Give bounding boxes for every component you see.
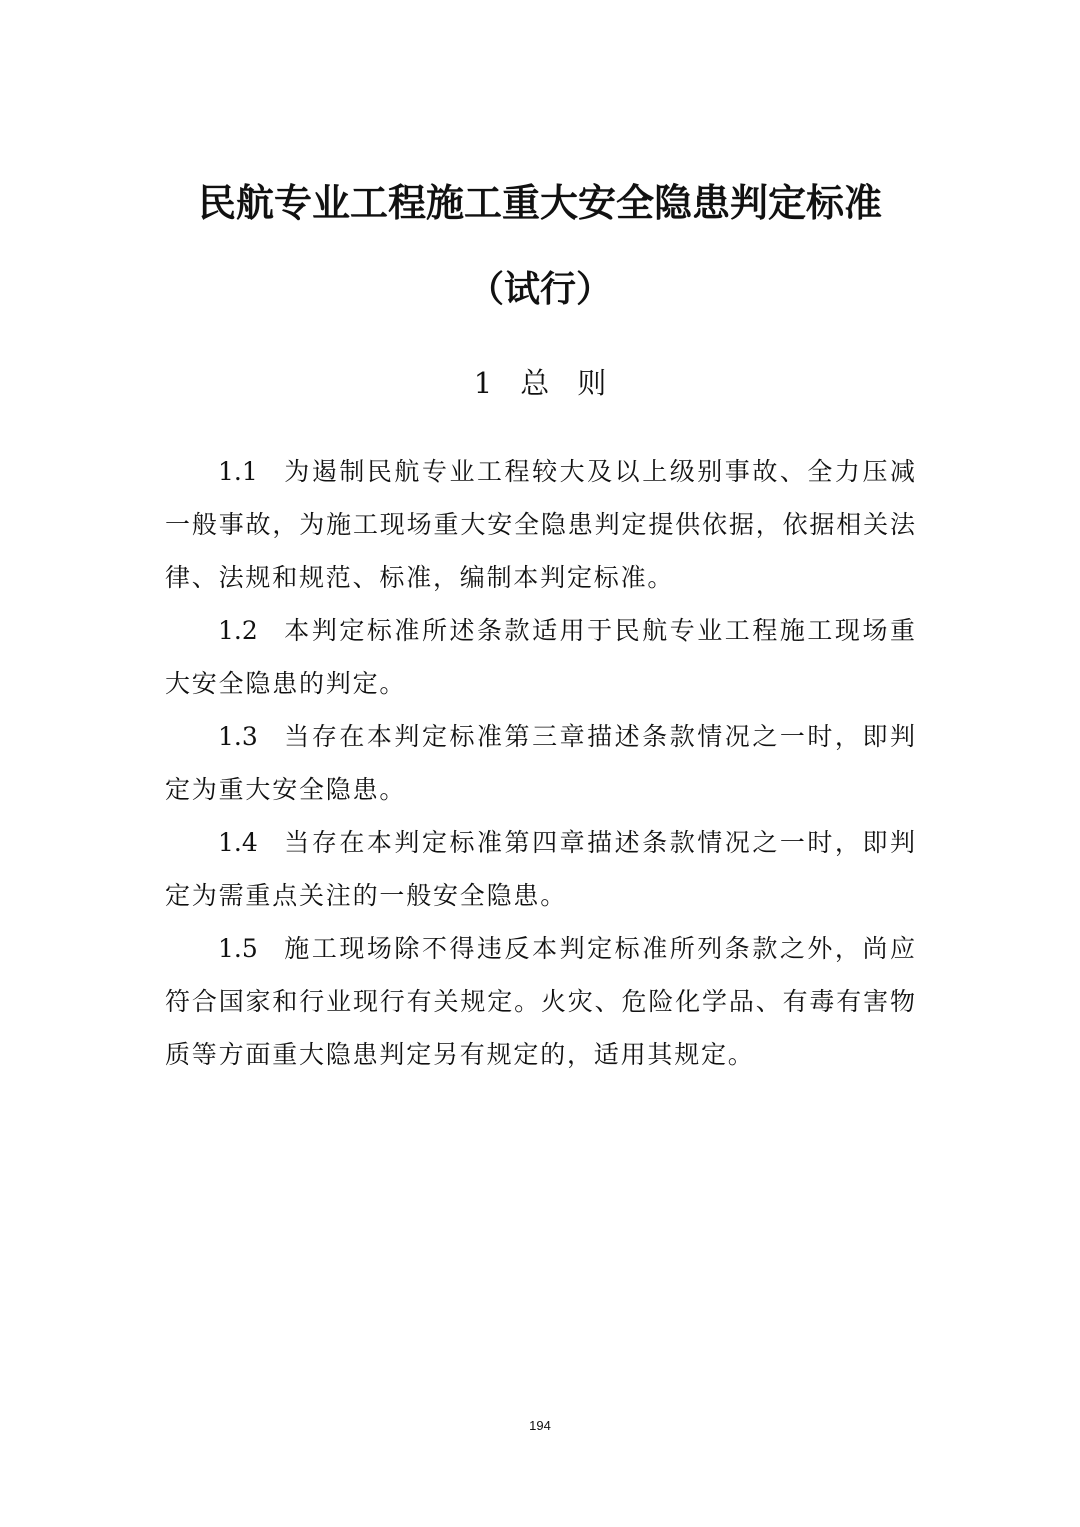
paragraph-line: [165, 710, 915, 763]
chapter-number: 1: [473, 366, 493, 400]
clause-text: 定为重大安全隐患。: [165, 775, 407, 804]
clause-text: 当存在本判定标准第四章描述条款情况之一时，即判: [281, 828, 915, 857]
clause-number: 1.3: [218, 722, 258, 751]
paragraph-line: [165, 445, 915, 498]
clause-text: 质等方面重大隐患判定另有规定的，适用其规定。: [165, 1040, 755, 1069]
paragraph-line: [165, 551, 915, 604]
clause-text: 为遏制民航专业工程较大及以上级别事故、全力压减: [281, 457, 915, 486]
document-title: 民航专业工程施工重大安全隐患判定标准: [197, 181, 882, 225]
clause-text: 定为需重点关注的一般安全隐患。: [165, 881, 568, 910]
paragraph-line: [165, 498, 915, 551]
paragraph-line: [165, 763, 915, 816]
page-number: 194: [529, 1418, 551, 1433]
document-body: [165, 445, 915, 1081]
clause-number: 1.2: [218, 616, 258, 645]
clause-text: 一般事故，为施工现场重大安全隐患判定提供依据，依据相关法: [165, 510, 915, 539]
paragraph-line: [165, 869, 915, 922]
chapter-name-1: 总: [520, 366, 550, 400]
clause-text: 施工现场除不得违反本判定标准所列条款之外，尚应: [281, 934, 915, 963]
chapter-name-2: 则: [577, 366, 607, 400]
clause-text: 大安全隐患的判定。: [165, 669, 407, 698]
clause-text: 符合国家和行业现行有关规定。火灾、危险化学品、有毒有害物: [165, 987, 915, 1016]
paragraph-line: [165, 975, 915, 1028]
paragraph-line: [165, 1028, 915, 1081]
clause-text: 本判定标准所述条款适用于民航专业工程施工现场重: [281, 616, 915, 645]
chapter-heading: [0, 362, 1080, 404]
clause-number: 1.5: [218, 934, 258, 963]
paragraph-line: [165, 816, 915, 869]
clause-text: 律、法规和规范、标准，编制本判定标准。: [165, 563, 675, 592]
paragraph-line: [165, 604, 915, 657]
paragraph-line: [165, 657, 915, 710]
clause-number: 1.1: [218, 457, 258, 486]
clause-text: 当存在本判定标准第三章描述条款情况之一时，即判: [281, 722, 915, 751]
document-subtitle: （试行）: [467, 269, 612, 310]
paragraph-line: [165, 922, 915, 975]
clause-number: 1.4: [218, 828, 258, 857]
